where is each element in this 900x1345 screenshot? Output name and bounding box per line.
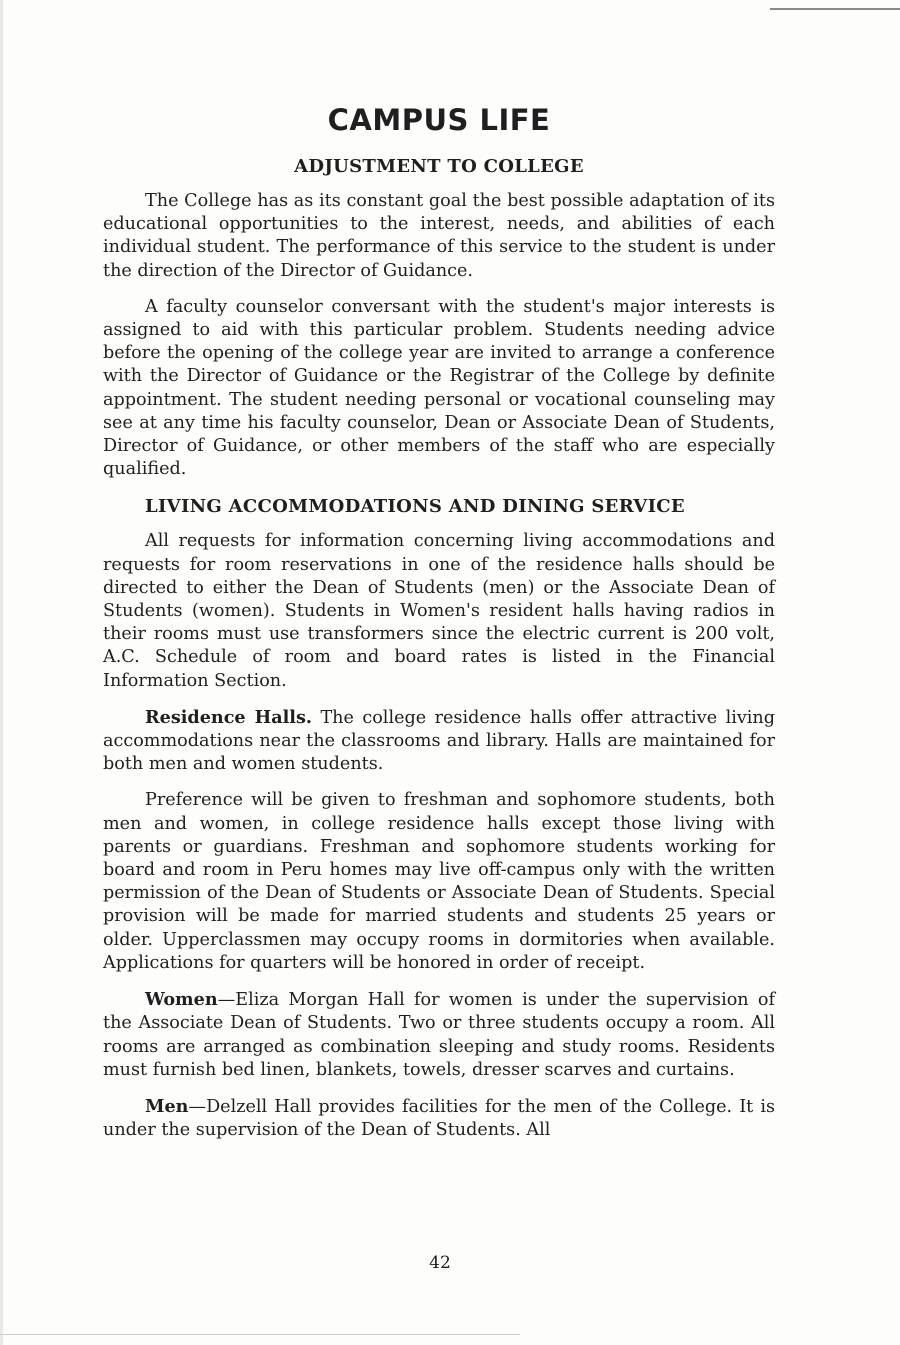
page-content <box>103 100 775 1155</box>
page-number: 42 <box>429 1253 451 1273</box>
run-in-residence-halls: Residence Halls. <box>145 706 312 728</box>
page-title: CAMPUS LIFE <box>327 103 551 137</box>
section-heading-adjustment: ADJUSTMENT TO COLLEGE <box>294 156 584 177</box>
paragraph-residence-halls <box>103 706 775 777</box>
section-heading-living: LIVING ACCOMMODATIONS AND DINING SERVICE <box>145 496 685 518</box>
paragraph-preference: Preference will be given to freshman and sophomore students, both men and women, in college residence halls except those living with parents or guardians. Freshman and sophomore students working for board and room in Peru homes may live off-campus only with the written permission of the Dean of Students or Associate Dean of Students. Special provision will be made for married students and students 25 years or older. Upperclassmen may occupy rooms in dormitories when available. Applications for quarters will be honored in order of receipt. <box>103 790 775 973</box>
residence-halls-text: The college residence halls offer attractive living accommodations near the classrooms and library. Halls are maintained for both men and women students. <box>103 707 775 775</box>
paragraph-adjustment-1: The College has as its constant goal the best possible adaptation of its educational opportunities to the interest, needs, and abilities of each individual student. The performance of this service to the student is under the direction of the Director of Guidance. <box>103 191 775 281</box>
paragraph-women <box>103 988 775 1082</box>
paragraph-adjustment-2: A faculty counselor conversant with the student's major interests is assigned to aid with this particular problem. Students needing advice before the opening of the college year are invited to arrange a conference with the Director of Guidance or the Registrar of the College by definite appointment. The student needing personal or vocational counseling may see at any time his faculty counselor, Dean or Associate Dean of Students, Director of Guidance, or other members of the staff who are especially qualified. <box>103 296 775 480</box>
run-in-women: Women <box>145 989 218 1011</box>
top-edge-rule <box>770 8 900 10</box>
men-text: —Delzell Hall provides facilities for the men of the College. It is under the supervision of the Dean of Students. All <box>103 1096 775 1141</box>
page-edge-shadow <box>0 0 3 1345</box>
paragraph-living-intro: All requests for information concerning living accommodations and requests for room reservations in one of the residence halls should be directed to either the Dean of Students (men) or the Associate Dean of Students (women). Students in Women's resident halls having radios in their rooms must use transformers since the electric current is 200 volt, A.C. Schedule of room and board rates is listed in the Financial Information Section. <box>103 531 775 691</box>
women-text: —Eliza Morgan Hall for women is under the supervision of the Associate Dean of Students. Two or three students occupy a room. All rooms are arranged as combination sleeping and study rooms. Residents must furnish bed linen, blankets, towels, dresser scarves and curtains. <box>103 990 775 1080</box>
run-in-men: Men <box>145 1095 189 1117</box>
bottom-edge-line <box>0 1334 520 1335</box>
paragraph-men <box>103 1095 775 1142</box>
